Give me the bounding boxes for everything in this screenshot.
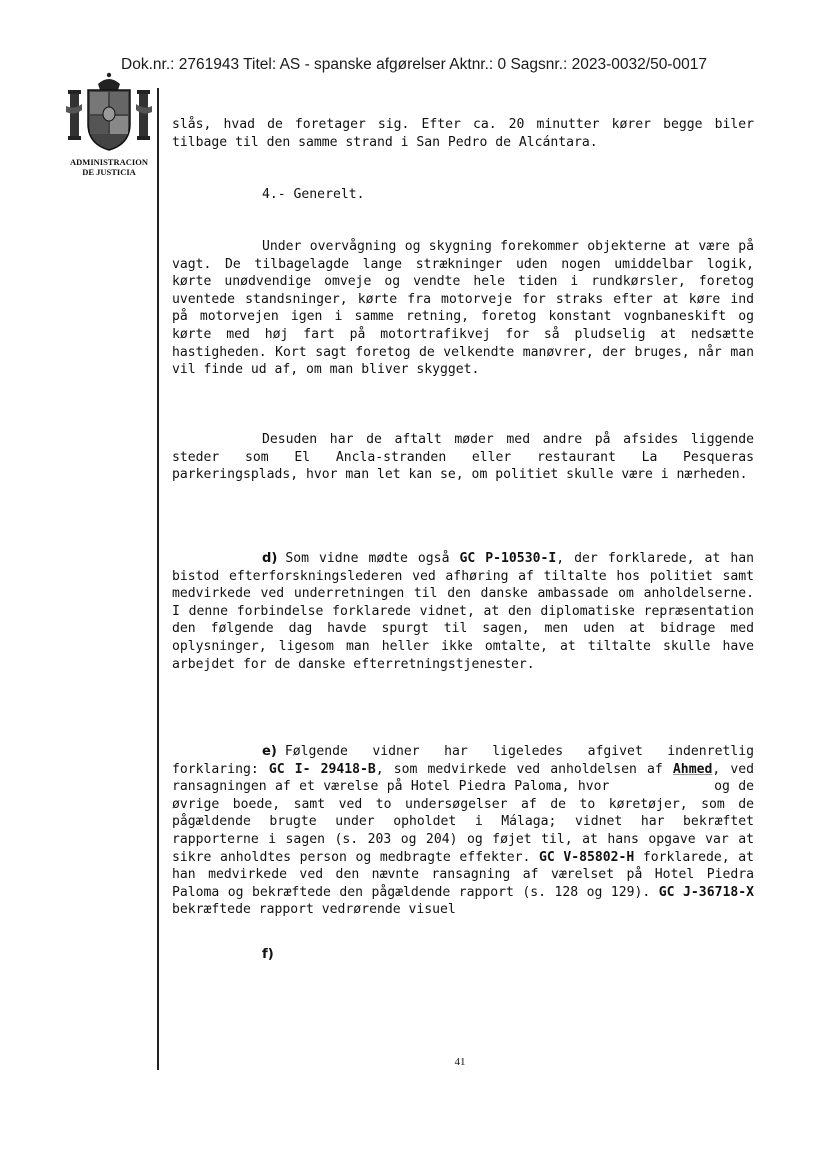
crest-label-justicia: DE JUSTICIA (82, 167, 136, 177)
document-header: Dok.nr.: 2761943 Titel: AS - spanske afgørelser Aktnr.: 0 Sagsnr.: 2023-0032/50-0017 (121, 56, 707, 73)
witness-id: GC J-36718-X (658, 884, 754, 900)
witness-id: GC V-85802-H (538, 849, 635, 865)
paragraph-d: d) Som vidne mødte også GC P-10530-I, der forklarede, at han bistod efterforskningslederen ved afhøring af tiltalte hos politiet samt medvirkede ved underretningen til den danske ambassade om anholdelserne. I denne forbindelse forklarede vidnet, at den diplomatiske repræsentation den følgende dag havde spurgt til sagen, men uden at bidrage med oplysninger, ligesom man heller ikke omtalte, at tiltalte skulle have arbejdet for de danske efterretningstjenester. (172, 551, 754, 672)
paragraph-general-1: Under overvågning og skygning forekommer objekterne at være på vagt. De tilbagelagde lange strækninger uden nogen umiddelbar logik, kørte unødvendige omveje og vendte hele tiden i rundkørsler, foretog uventede standsninger, kørte fra motorveje for straks efter at køre ind på motorvejen igen i samme retning, foretog konstant vognbaneskift og kørte med høj fart på motortrafikvej for så pludselig at nedsætte hastigheden. Kort sagt foretog de velkendte manøvrer, der bruges, når man vil finde ud af, om man bliver skygget. (172, 239, 754, 378)
crest-label-administracion: ADMINISTRACION (70, 157, 148, 167)
coat-of-arms-icon (60, 70, 158, 156)
item-letter-e: e) (262, 744, 277, 759)
item-letter-f: f) (262, 947, 274, 962)
paragraph-e: e) Følgende vidner har ligeledes afgivet indenretlig forklaring: GC I- 29418-B, som medvirkede ved anholdelsen af Ahmed, ved ransagningen af et værelse på Hotel Piedra Paloma, hvor og de øvrige boede, samt ved to undersøgelser af de to køretøjer, som de pågældende brugte under opholdet i Málaga; vidnet har bekræftet rapporterne i sagen (s. 203 og 204) og føjet til, at hans opgave var at sikre anholdtes person og medbragte effekter. GC V-85802-H forklarede, at han medvirkede ved den nævnte ransagning af værelset på Hotel Piedra Paloma og bekræftede den pågældende rapport (s. 128 og 129). GC J-36718-X bekræftede rapport vedrørende visuel (172, 744, 754, 918)
page-number: 41 (454, 1056, 466, 1068)
section-heading-generelt: 4.- Generelt. (262, 187, 365, 202)
paragraph-general-2: Desuden har de aftalt møder med andre på afsides liggende steder som El Ancla-stranden eller restaurant La Pesqueras parkeringsplads, hvor man let kan se, om politiet skulle være i nærheden. (172, 432, 754, 483)
witness-id: GC P-10530-I (459, 551, 557, 566)
item-letter-d: d) (262, 551, 278, 566)
defendant-name: Ahmed (672, 761, 713, 777)
paragraph-intro: slås, hvad de foretager sig. Efter ca. 20 minutter kører begge biler tilbage til den samme strand i San Pedro de Alcántara. (172, 117, 754, 150)
margin-line (157, 88, 159, 1070)
witness-id: GC I- 29418-B (268, 761, 376, 777)
